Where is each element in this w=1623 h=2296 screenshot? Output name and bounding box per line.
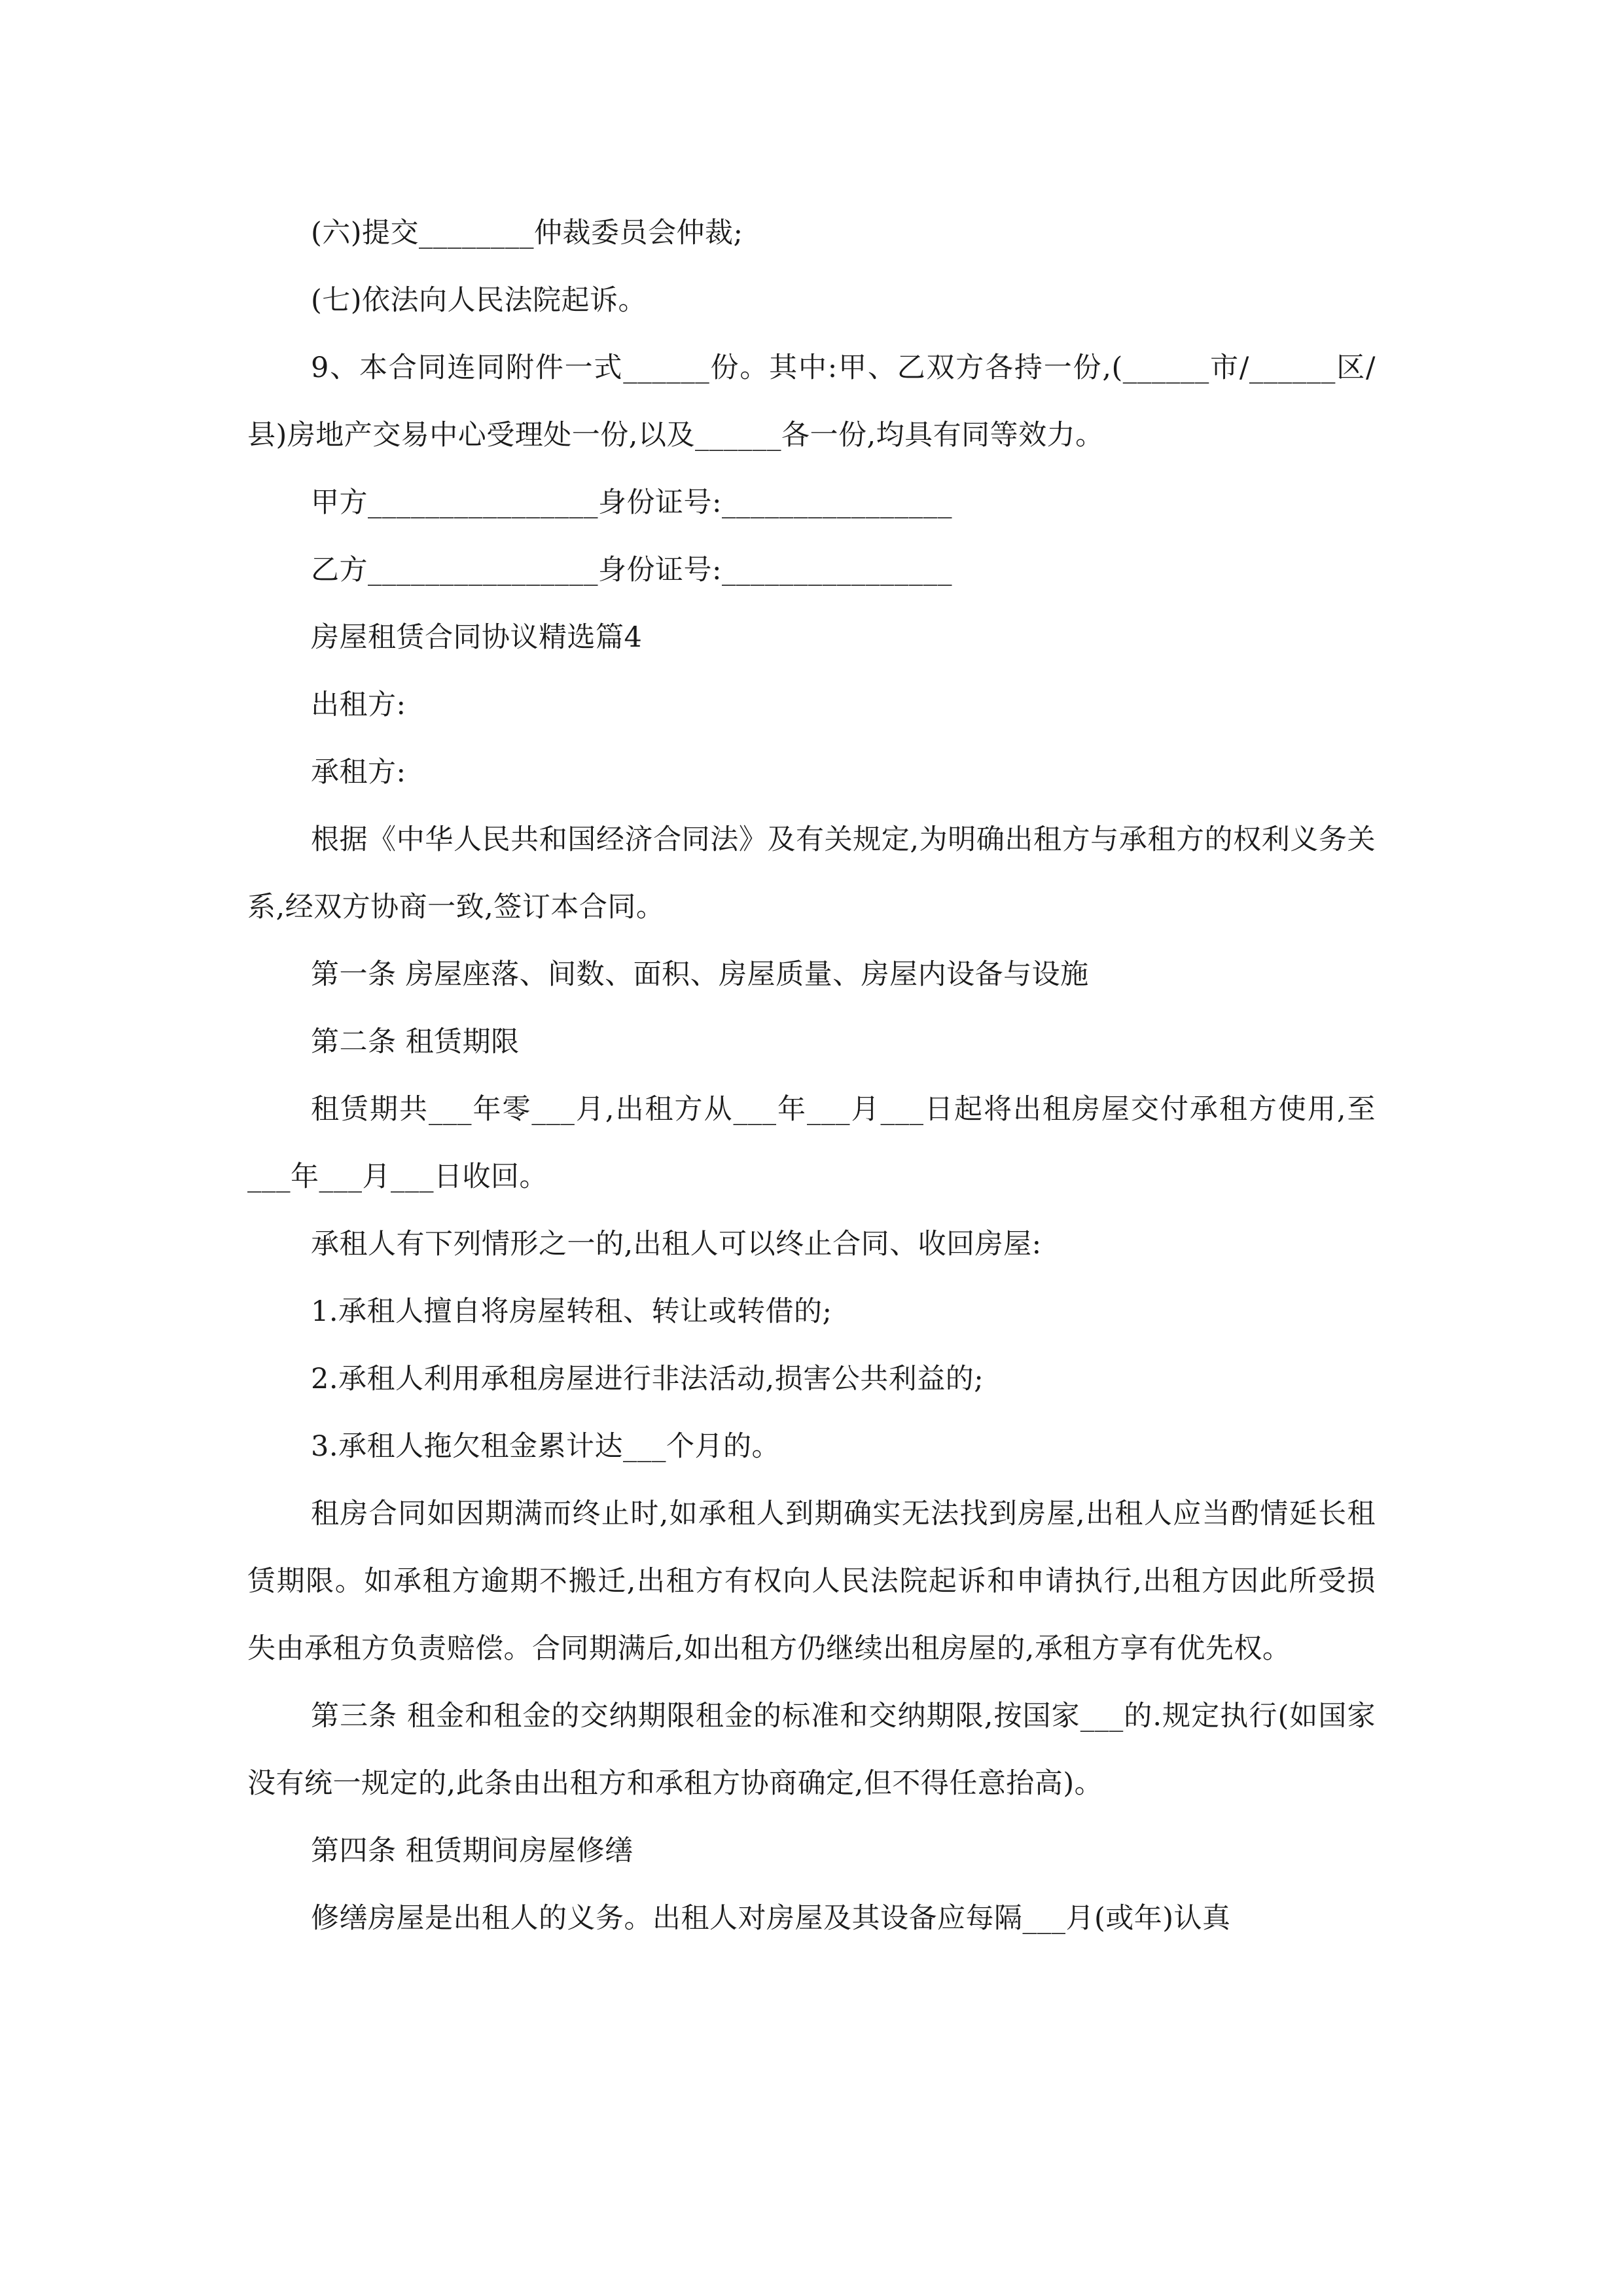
clause-copies: 9、本合同连同附件一式______份。其中:甲、乙双方各持一份,(______市/______区/县)房地产交易中心受理处一份,以及______各一份,均具有同等效力。 xyxy=(247,351,1376,452)
preamble: 根据《中华人民共和国经济合同法》及有关规定,为明确出租方与承租方的权利义务关系,经双方协商一致,签订本合同。 xyxy=(247,823,1376,924)
termination-item-2: 2.承租人利用承租房屋进行非法活动,损害公共利益的; xyxy=(311,1363,984,1395)
document-page xyxy=(247,200,1376,1952)
lease-term: 租赁期共___年零___月,出租方从___年___月___日起将出租房屋交付承租方使用,至___年___月___日收回。 xyxy=(247,1093,1376,1193)
article-2-heading: 第二条 租赁期限 xyxy=(311,1026,520,1058)
termination-intro: 承租人有下列情形之一的,出租人可以终止合同、收回房屋: xyxy=(311,1228,1042,1261)
termination-item-1: 1.承租人擅自将房屋转租、转让或转借的; xyxy=(311,1295,832,1328)
article-3: 第三条 租金和租金的交纳期限租金的标准和交纳期限,按国家___的.规定执行(如国家没有统一规定的,此条由出租方和承租方协商确定,但不得任意抬高)。 xyxy=(247,1700,1376,1800)
lessor-label: 出租方: xyxy=(311,689,406,721)
clause-court: (七)依法向人民法院起诉。 xyxy=(311,284,647,317)
termination-item-3: 3.承租人拖欠租金累计达___个月的。 xyxy=(311,1430,781,1463)
lessee-label: 承租方: xyxy=(311,756,406,789)
article-4-heading: 第四条 租赁期间房屋修缮 xyxy=(311,1835,633,1867)
repair-clause: 修缮房屋是出租人的义务。出租人对房屋及其设备应每隔___月(或年)认真 xyxy=(311,1902,1231,1935)
article-1-heading: 第一条 房屋座落、间数、面积、房屋质量、房屋内设备与设施 xyxy=(311,958,1089,991)
expiry-clause: 租房合同如因期满而终止时,如承租人到期确实无法找到房屋,出租人应当酌情延长租赁期限。如承租方逾期不搬迁,出租方有权向人民法院起诉和申请执行,出租方因此所受损失由承租方负责赔偿。合同期满后,如出租方仍继续出租房屋的,承租方享有优先权。 xyxy=(247,1498,1376,1665)
section-title: 房屋租赁合同协议精选篇4 xyxy=(311,621,643,654)
clause-arbitration: (六)提交________仲裁委员会仲裁; xyxy=(311,217,743,249)
signature-party-b: 乙方________________身份证号:________________ xyxy=(311,554,952,586)
signature-party-a: 甲方________________身份证号:________________ xyxy=(311,486,952,519)
